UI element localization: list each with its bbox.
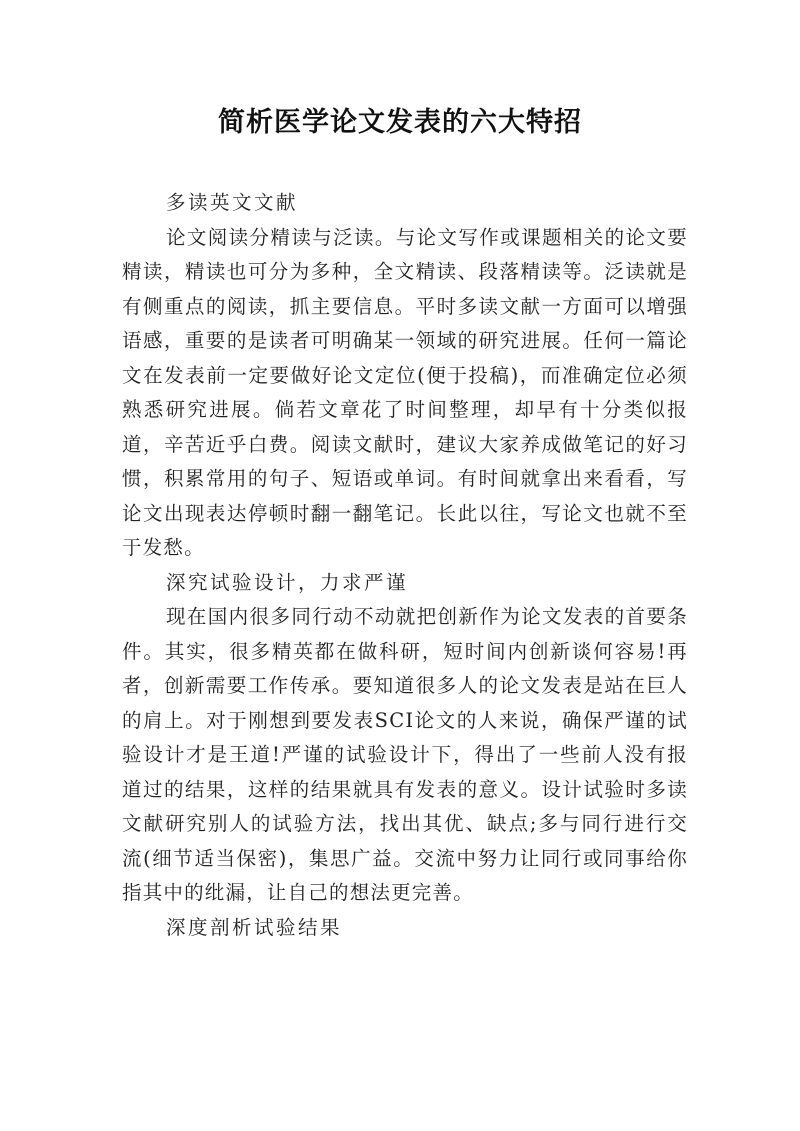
section-heading-1: 多读英文文献 (166, 191, 299, 214)
section-paragraph-1: 论文阅读分精读与泛读。与论文写作或课题相关的论文要精读，精读也可分为多种，全文精读、段落精读等。泛读就是有侧重点的阅读，抓主要信息。平时多读文献一方面可以增强语感，重要的是读者可明确某一领域的研究进展。任何一篇论文在发表前一定要做好论文定位(便于投稿)，而准确定位必须熟悉研究进展。倘若文章花了时间整理，却早有十分类似报道，辛苦近乎白费。阅读文献时，建议大家养成做笔记的好习惯，积累常用的句子、短语或单词。有时间就拿出来看看，写论文出现表达停顿时翻一翻笔记。长此以往，写论文也就不至于发愁。 (122, 225, 688, 559)
document-title: 简析医学论文发表的六大特招 (218, 107, 582, 138)
document-body (122, 186, 688, 945)
section-heading-2: 深究试验设计，力求严谨 (166, 570, 409, 594)
section-heading-3: 深度剖析试验结果 (166, 915, 343, 939)
section-paragraph-2: 现在国内很多同行动不动就把创新作为论文发表的首要条件。其实，很多精英都在做科研，短时间内创新谈何容易!再者，创新需要工作传承。要知道很多人的论文发表是站在巨人的肩上。对于刚想到要发表SCI论文的人来说，确保严谨的试验设计才是王道!严谨的试验设计下，得出了一些前人没有报道过的结果，这样的结果就具有发表的意义。设计试验时多读文献研究别人的试验方法，找出其优、缺点;多与同行进行交流(细节适当保密)，集思广益。交流中努力让同行或同事给你指其中的纰漏，让自己的想法更完善。 (122, 605, 688, 904)
